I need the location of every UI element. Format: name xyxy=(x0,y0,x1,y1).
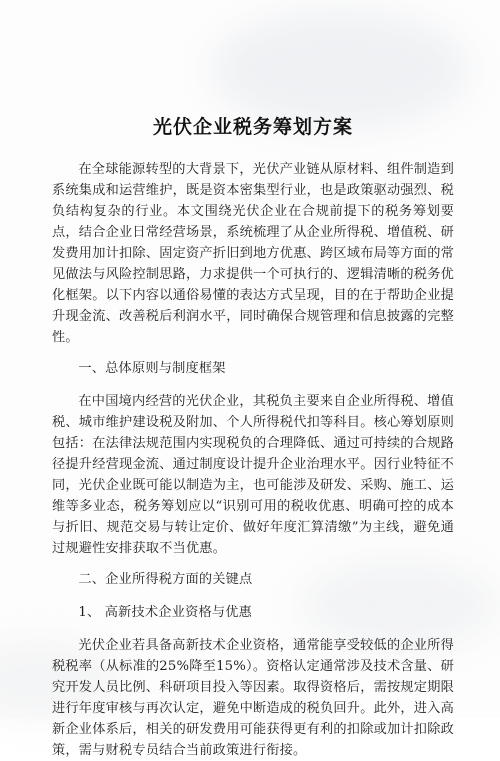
intro-paragraph: 在全球能源转型的大背景下，光伏产业链从原材料、组件制造到系统集成和运营维护，既是资本密集型行业，也是政策驱动强烈、税负结构复杂的行业。本文围绕光伏企业在合规前提下的税务筹划要点，结合企业日常经营场景，系统梳理了从企业所得税、增值税、研发费用加计扣除、固定资产折旧到地方优惠、跨区域布局等方面的常见做法与风险控制思路，力求提供一个可执行的、逻辑清晰的税务优化框架。以下内容以通俗易懂的表达方式呈现，目的在于帮助企业提升现金流、改善税后利润水平，同时确保合规管理和信息披露的完整性。 xyxy=(52,162,454,345)
subsection-heading-high-tech: 1、 高新技术企业资格与优惠 xyxy=(78,605,253,620)
high-tech-paragraph: 光伏企业若具备高新技术企业资格，通常能享受较低的企业所得税税率（从标准的25%降至15%）。资格认定通常涉及技术含量、研究开发人员比例、科研项目投入等因素。取得资格后，需按规定期限进行年度审核与再次认定，避免中断造成的税负回升。此外，进入高新企业体系后，相关的研发费用可能获得更有利的扣除或加计扣除政策，需与财税专员结合当前政策进行衔接。 xyxy=(52,638,454,758)
document-title: 光伏企业税务筹划方案 xyxy=(152,116,353,138)
section-heading-principles: 一、总体原则与制度框架 xyxy=(78,361,226,376)
principles-paragraph: 在中国境内经营的光伏企业，其税负主要来自企业所得税、增值税、城市维护建设税及附加、个人所得税代扣等科目。核心筹划原则包括：在法律法规范围内实现税负的合理降低、通过可持续的合规路径提升经营现金流、通过制度设计提升企业治理水平。因行业特征不同，光伏企业既可能以制造为主，也可能涉及研发、采购、施工、运维等多业态，税务筹划应以“识别可用的税收优惠、明确可控的成本与折旧、规范交易与转让定价、做好年度汇算清缴”为主线，避免通过规避性安排获取不当优惠。 xyxy=(52,394,454,556)
section-heading-income-tax: 二、企业所得税方面的关键点 xyxy=(78,572,253,587)
